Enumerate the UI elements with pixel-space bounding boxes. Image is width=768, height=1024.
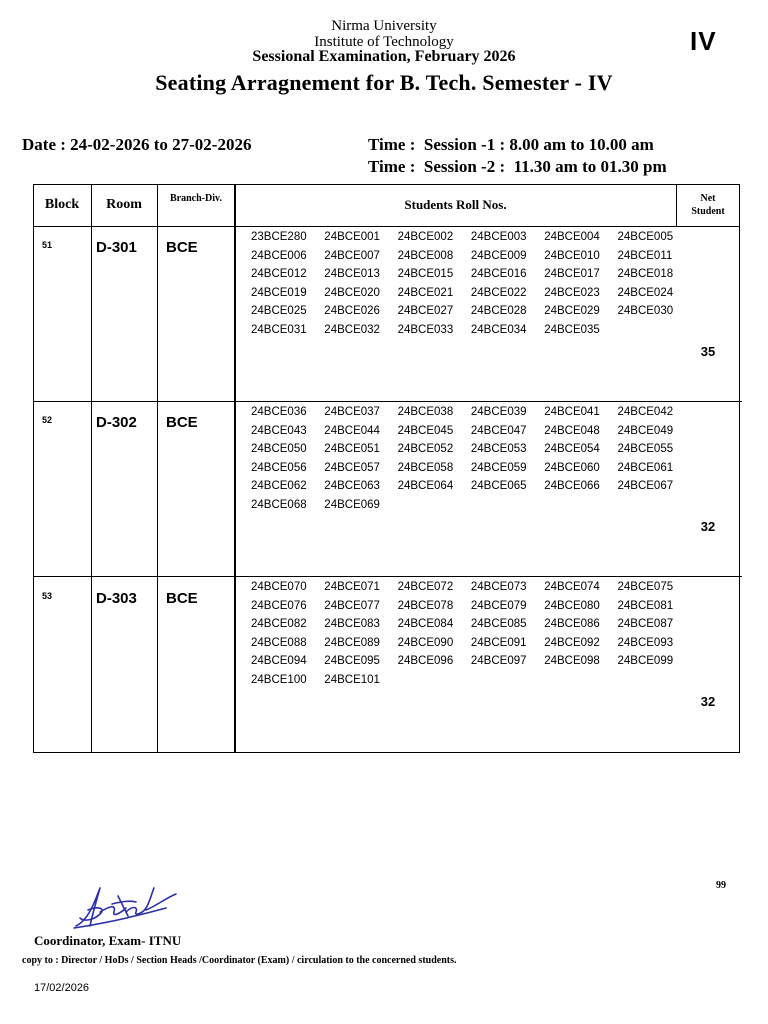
roll-number: 24BCE087 — [617, 618, 674, 631]
row-2-block: 52 — [42, 415, 53, 425]
col-divider-block — [91, 184, 92, 753]
roll-number: 24BCE022 — [470, 286, 527, 299]
roll-number: 24BCE082 — [251, 618, 307, 631]
roll-number: 24BCE021 — [397, 286, 454, 299]
print-date: 17/02/2026 — [34, 982, 90, 994]
roll-number: 24BCE060 — [544, 461, 600, 474]
roll-number: 24BCE088 — [251, 636, 307, 649]
roll-number: 24BCE063 — [324, 480, 380, 493]
semester-badge: IV — [690, 26, 717, 56]
roll-number: 24BCE068 — [251, 498, 307, 511]
roll-number: 24BCE028 — [470, 305, 527, 318]
roll-number: 24BCE061 — [617, 461, 674, 474]
roll-number: 24BCE089 — [324, 636, 380, 649]
roll-number: 24BCE005 — [617, 231, 674, 243]
roll-number: 24BCE030 — [617, 305, 674, 318]
roll-number: 24BCE078 — [397, 599, 454, 612]
roll-number: 24BCE071 — [324, 581, 380, 593]
row-1-block: 51 — [42, 240, 53, 250]
roll-number: 24BCE026 — [324, 305, 380, 318]
roll-number: 24BCE077 — [324, 599, 380, 612]
row-2-room: D-302 — [96, 414, 137, 431]
university-name: Nirma University — [331, 18, 437, 34]
roll-number: 24BCE083 — [324, 618, 380, 631]
roll-number: 24BCE033 — [397, 323, 454, 336]
header-block: Block — [44, 197, 80, 212]
header-roll-numbers: Students Roll Nos. — [404, 197, 507, 212]
table-border-left — [33, 184, 34, 753]
roll-number: 24BCE080 — [544, 599, 600, 612]
roll-number: 24BCE038 — [397, 406, 454, 418]
roll-number: 24BCE035 — [544, 323, 600, 336]
roll-number: 24BCE044 — [324, 424, 380, 437]
roll-number: 24BCE049 — [617, 424, 674, 437]
row-1-branch: BCE — [166, 239, 198, 256]
roll-number: 24BCE097 — [470, 655, 527, 668]
roll-number: 24BCE018 — [617, 268, 674, 281]
roll-number: 24BCE064 — [397, 480, 454, 493]
roll-number: 24BCE090 — [397, 636, 454, 649]
roll-number: 24BCE027 — [397, 305, 454, 318]
roll-number: 24BCE070 — [251, 581, 307, 593]
row-2-net-count: 32 — [700, 519, 716, 534]
roll-number: 24BCE020 — [324, 286, 380, 299]
roll-number: 24BCE019 — [251, 286, 307, 299]
roll-number: 24BCE048 — [544, 424, 600, 437]
roll-number: 24BCE095 — [324, 655, 380, 668]
roll-number: 24BCE101 — [324, 673, 380, 686]
session-1-time: Time : Session -1 : 8.00 am to 10.00 am — [368, 135, 654, 154]
roll-number: 24BCE057 — [324, 461, 380, 474]
roll-number: 24BCE084 — [397, 618, 454, 631]
row-3-branch: BCE — [166, 590, 198, 607]
roll-number: 24BCE062 — [251, 480, 307, 493]
roll-number: 24BCE093 — [617, 636, 674, 649]
row-2-branch: BCE — [166, 414, 198, 431]
roll-number: 24BCE006 — [251, 249, 307, 262]
roll-number: 24BCE016 — [470, 268, 527, 281]
roll-number: 24BCE024 — [617, 286, 674, 299]
row-3-room: D-303 — [96, 590, 137, 607]
roll-number: 24BCE012 — [251, 268, 307, 281]
total-students: 99 — [716, 880, 726, 891]
header-room: Room — [106, 197, 142, 212]
col-divider-branch — [234, 184, 236, 753]
roll-number: 24BCE069 — [324, 498, 380, 511]
roll-number: 24BCE041 — [544, 406, 600, 418]
roll-number: 24BCE017 — [544, 268, 600, 281]
roll-number: 24BCE086 — [544, 618, 600, 631]
page-title: Seating Arragnement for B. Tech. Semester - IV — [155, 70, 613, 95]
roll-number: 24BCE066 — [544, 480, 600, 493]
roll-number: 24BCE031 — [251, 323, 307, 336]
roll-number: 24BCE045 — [397, 424, 454, 437]
header-net-line1: Net — [700, 193, 716, 204]
coordinator-title: Coordinator, Exam- ITNU — [34, 933, 182, 948]
roll-number: 24BCE039 — [470, 406, 527, 418]
session-2-time: Time : Session -2 : 11.30 am to 01.30 pm — [368, 157, 667, 176]
seating-table — [33, 184, 740, 753]
signature-icon — [70, 882, 182, 932]
roll-number: 24BCE052 — [397, 443, 454, 456]
roll-number: 24BCE094 — [251, 655, 307, 668]
roll-number: 24BCE010 — [544, 249, 600, 262]
row-1-roll-list — [251, 231, 691, 343]
roll-number: 24BCE007 — [324, 249, 380, 262]
header-net-student — [676, 184, 740, 226]
roll-number: 24BCE004 — [544, 231, 600, 243]
roll-number: 24BCE013 — [324, 268, 380, 281]
row-3-net-count: 32 — [700, 694, 716, 709]
roll-number: 24BCE091 — [470, 636, 527, 649]
roll-number: 24BCE100 — [251, 673, 307, 686]
roll-number: 24BCE054 — [544, 443, 600, 456]
roll-number: 24BCE076 — [251, 599, 307, 612]
roll-number: 24BCE081 — [617, 599, 674, 612]
roll-number: 24BCE001 — [324, 231, 380, 243]
roll-number: 24BCE099 — [617, 655, 674, 668]
institute-name: Institute of Technology — [314, 34, 454, 50]
roll-number: 24BCE003 — [470, 231, 527, 243]
row-2-roll-list — [251, 406, 691, 518]
roll-number: 24BCE011 — [617, 249, 673, 262]
roll-number: 24BCE043 — [251, 424, 307, 437]
roll-number: 24BCE047 — [470, 424, 527, 437]
table-border-right — [739, 184, 740, 753]
roll-number: 24BCE025 — [251, 305, 307, 318]
copy-to-note: copy to : Director / HoDs / Section Heads /Coordinator (Exam) / circulation to the concerned students. — [22, 955, 457, 966]
roll-number: 24BCE058 — [397, 461, 454, 474]
roll-number: 24BCE056 — [251, 461, 307, 474]
exam-date: Date : 24-02-2026 to 27-02-2026 — [22, 135, 252, 154]
roll-number: 24BCE034 — [470, 323, 527, 336]
roll-number: 24BCE067 — [617, 480, 674, 493]
roll-number: 24BCE036 — [251, 406, 307, 418]
header-branch-div: Branch-Div. — [170, 193, 222, 204]
col-divider-room — [157, 184, 158, 753]
roll-number: 24BCE008 — [397, 249, 454, 262]
roll-number: 24BCE073 — [470, 581, 527, 593]
row-3-roll-list — [251, 581, 691, 693]
row-3-block: 53 — [42, 591, 53, 601]
table-border-bottom — [33, 752, 740, 753]
roll-number: 24BCE002 — [397, 231, 454, 243]
row-1-room: D-301 — [96, 239, 137, 256]
roll-number: 24BCE079 — [470, 599, 527, 612]
roll-number: 24BCE023 — [544, 286, 600, 299]
row-divider-2 — [33, 576, 742, 577]
roll-number: 24BCE029 — [544, 305, 600, 318]
roll-number: 24BCE015 — [397, 268, 454, 281]
header-divider — [33, 226, 740, 227]
roll-number: 24BCE042 — [617, 406, 674, 418]
header-net-line2: Student — [691, 206, 725, 217]
roll-number: 24BCE075 — [617, 581, 674, 593]
roll-number: 24BCE085 — [470, 618, 527, 631]
roll-number: 23BCE280 — [251, 231, 307, 243]
roll-number: 24BCE059 — [470, 461, 527, 474]
roll-number: 24BCE098 — [544, 655, 600, 668]
roll-number: 24BCE037 — [324, 406, 380, 418]
roll-number: 24BCE074 — [544, 581, 600, 593]
row-divider-1 — [33, 401, 742, 402]
roll-number: 24BCE051 — [324, 443, 380, 456]
roll-number: 24BCE032 — [324, 323, 380, 336]
roll-number: 24BCE053 — [470, 443, 527, 456]
exam-name: Sessional Examination, February 2026 — [252, 48, 516, 65]
roll-number: 24BCE050 — [251, 443, 307, 456]
roll-number: 24BCE009 — [470, 249, 527, 262]
roll-number: 24BCE065 — [470, 480, 527, 493]
roll-number: 24BCE092 — [544, 636, 600, 649]
roll-number: 24BCE055 — [617, 443, 674, 456]
row-1-net-count: 35 — [700, 344, 716, 359]
roll-number: 24BCE096 — [397, 655, 454, 668]
roll-number: 24BCE072 — [397, 581, 454, 593]
